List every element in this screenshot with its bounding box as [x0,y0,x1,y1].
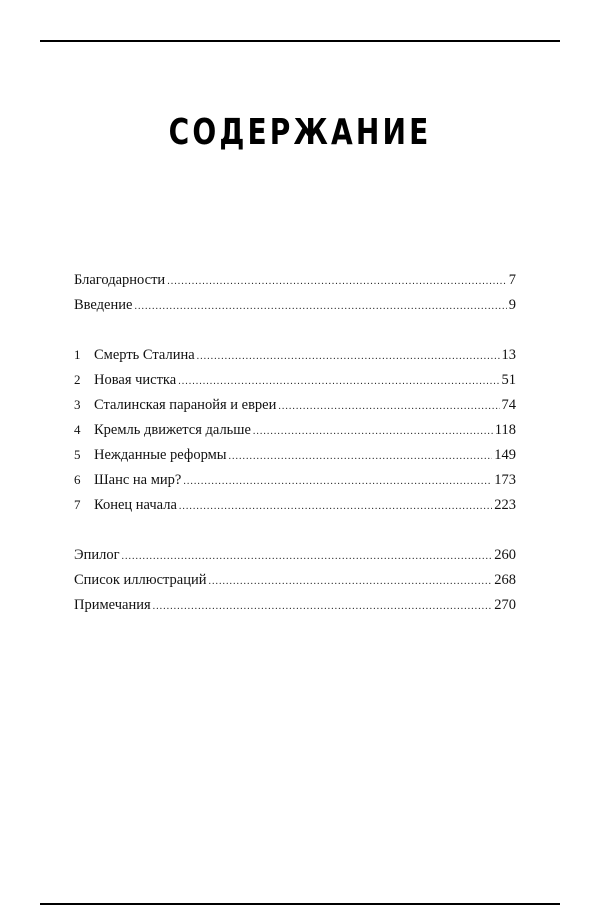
toc-entry-page: 13 [501,347,516,363]
toc-entry-label: Новая чистка [94,372,177,388]
chapter-number: 7 [74,497,81,512]
toc-entry-page: 270 [494,597,516,613]
dot-leader [183,476,492,487]
chapter-number: 3 [74,397,81,412]
toc-entry-label: Смерть Сталина [94,347,195,363]
toc-entry[interactable] [74,597,516,622]
toc-chapter-entry[interactable] [74,347,516,372]
toc-entry-label: Эпилог [74,547,120,563]
chapter-number: 1 [74,347,81,362]
toc-entry-label: Кремль движется дальше [94,422,251,438]
dot-leader [209,576,493,587]
dot-leader [153,601,493,612]
toc-entry-label: Нежданные реформы [94,447,227,463]
toc-entry[interactable] [74,297,516,322]
toc-chapter-entry[interactable] [74,497,516,522]
toc-chapter-entry[interactable] [74,397,516,422]
chapter-number: 5 [74,447,81,462]
dot-leader [253,426,493,437]
toc-chapters [74,347,516,522]
dot-leader [178,376,499,387]
toc-entry-label: Шанс на мир? [94,472,182,488]
dot-leader [179,501,492,512]
toc-entry-page: 149 [494,447,516,463]
toc-front-matter [74,272,516,322]
toc-entry-page: 9 [508,297,516,313]
dot-leader [197,351,500,362]
dot-leader [229,451,493,462]
toc-entry[interactable] [74,572,516,597]
toc-entry-page: 268 [494,572,516,588]
toc-entry-page: 223 [494,497,516,513]
toc-entry-page: 118 [494,422,516,438]
toc-chapter-entry[interactable] [74,472,516,497]
top-rule [40,40,560,42]
toc-entry-label: Введение [74,297,133,313]
toc-entry-label: Сталинская паранойя и евреи [94,397,277,413]
toc-entry-page: 173 [494,472,516,488]
toc-chapter-entry[interactable] [74,447,516,472]
toc-entry-page: 74 [501,397,516,413]
toc-chapter-entry[interactable] [74,422,516,447]
dot-leader [167,276,507,287]
toc-entry-page: 7 [508,272,516,288]
toc-entry-label: Благодарности [74,272,166,288]
chapter-number: 4 [74,422,81,437]
toc-entry-page: 51 [501,372,516,388]
page-title: СОДЕРЖАНИЕ [168,112,432,153]
toc-chapter-entry[interactable] [74,372,516,397]
toc-entry-label: Список иллюстраций [74,572,207,588]
dot-leader [122,551,493,562]
dot-leader [134,301,506,312]
toc-entry-label: Конец начала [94,497,177,513]
toc-entry[interactable] [74,547,516,572]
toc-entry-label: Примечания [74,597,151,613]
toc-entry-page: 260 [494,547,516,563]
toc-back-matter [74,547,516,622]
toc-entry[interactable] [74,272,516,297]
dot-leader [278,401,499,412]
chapter-number: 2 [74,372,81,387]
chapter-number: 6 [74,472,81,487]
